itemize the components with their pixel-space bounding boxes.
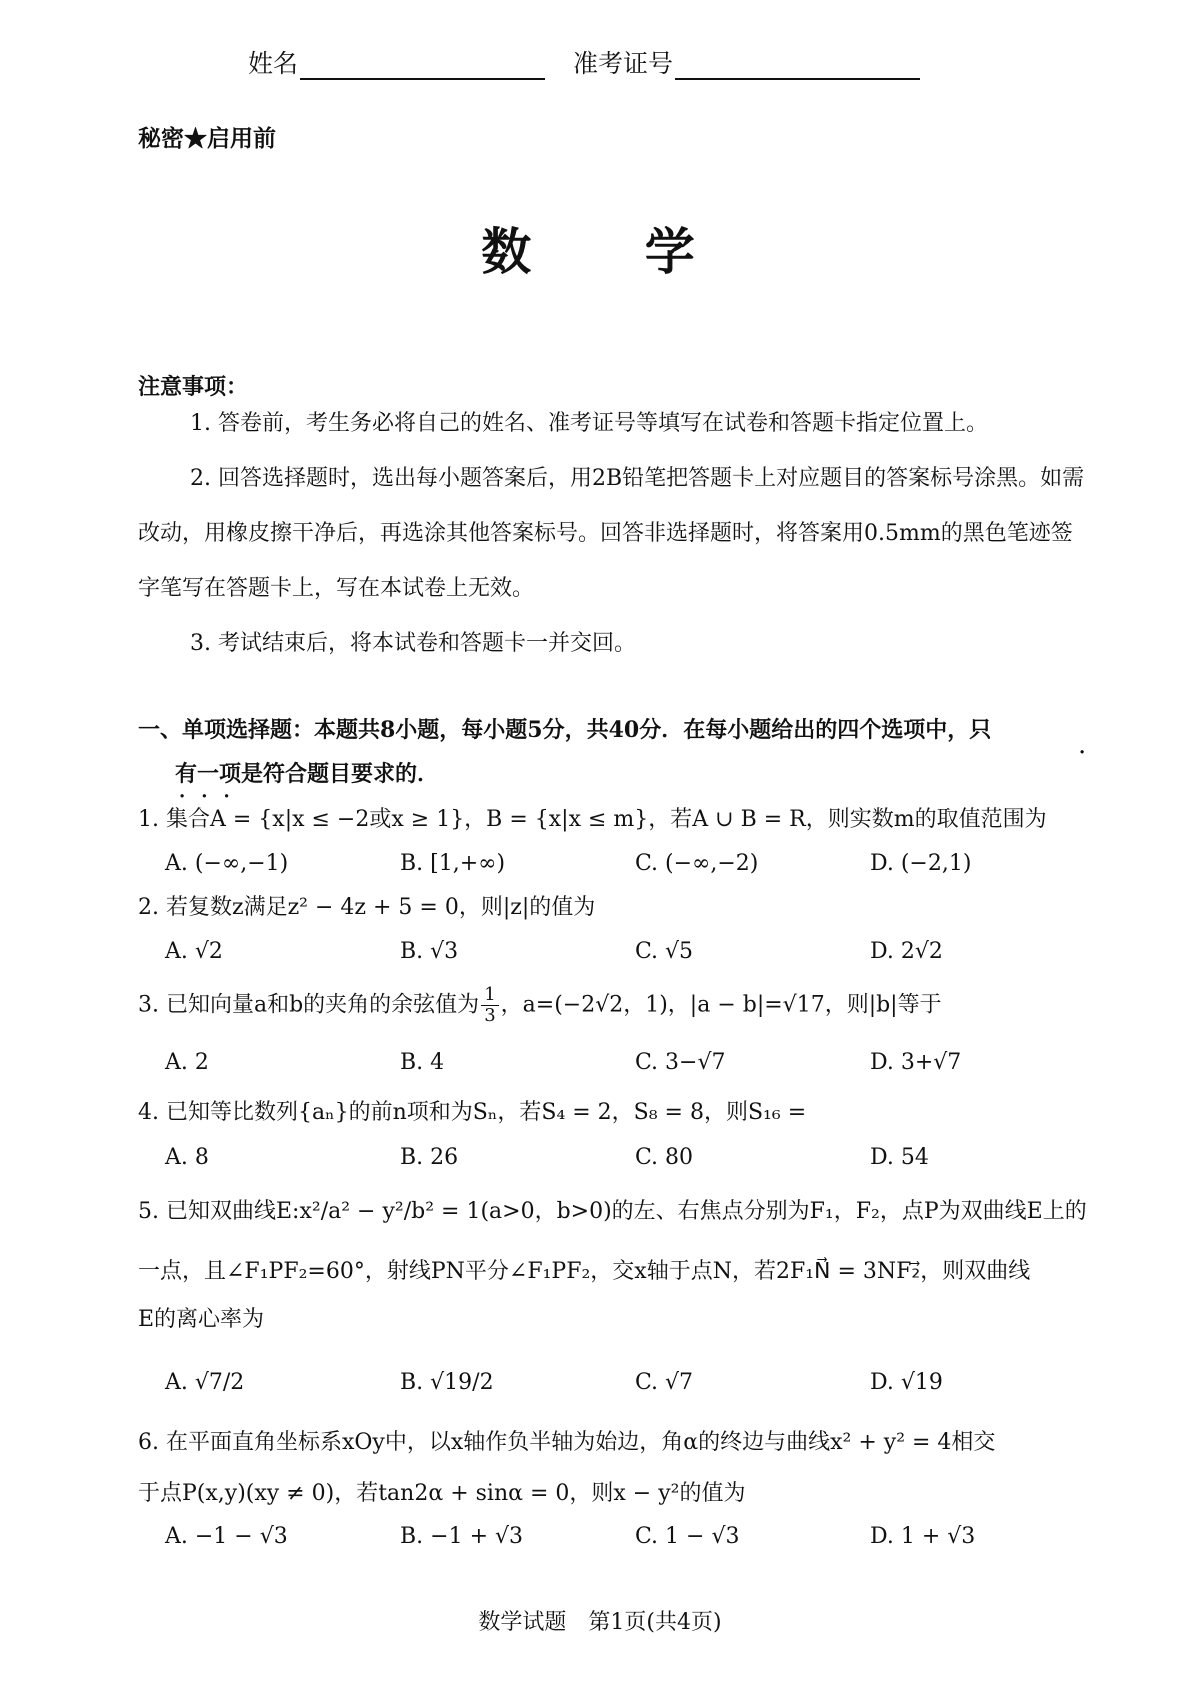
question-5-stem-line2: 一点，且∠F₁PF₂=60°，射线PN平分∠F₁PF₂，交x轴于点N，若2F₁N⃗ = 3NF₂⃗，则双曲线	[138, 1259, 1031, 1284]
option-a[interactable]: A. 2	[165, 1050, 209, 1075]
option-b[interactable]: B. [1,+∞)	[400, 851, 506, 876]
question-5-line1-rest: 的左、右焦点分别为F₁，F₂，点P为双曲线E上的	[611, 1199, 1087, 1224]
exam-id-label: 准考证号	[573, 49, 674, 78]
page-title: 数 学	[481, 222, 743, 281]
section-heading-line1: 一、单项选择题：本题共8小题，每小题5分，共40分．在每小题给出的四个选项中，只	[138, 717, 992, 743]
name-field[interactable]	[300, 50, 545, 80]
question-3-stem-end: ，a=(−2√2，1)，|a − b|=√17，则|b|等于	[500, 992, 942, 1018]
question-3-stem-start: 3. 已知向量a和b的夹角的余弦值为	[138, 992, 480, 1018]
emphasis-dot: ·	[1078, 738, 1087, 768]
question-5-stem-line1	[138, 1192, 1093, 1232]
option-c[interactable]: C. 3−√7	[635, 1050, 726, 1075]
question-4-stem: 4. 已知等比数列{aₙ}的前n项和为Sₙ，若S₄ = 2，S₈ = 8，则S₁₆ =	[138, 1100, 807, 1125]
option-a[interactable]: A. 8	[165, 1145, 209, 1170]
question-5-prefix: 5. 已知双曲线E:	[138, 1199, 300, 1224]
option-d[interactable]: D. (−2,1)	[870, 851, 972, 876]
name-label: 姓名	[248, 49, 299, 78]
option-b[interactable]: B. 26	[400, 1145, 459, 1170]
option-a[interactable]: A. −1 − √3	[165, 1524, 288, 1549]
question-1-stem: 1. 集合A = {x|x ≤ −2或x ≥ 1}，B = {x|x ≤ m}，若A ∪ B = R，则实数m的取值范围为	[138, 807, 1047, 832]
notice-item-2: 2. 回答选择题时，选出每小题答案后，用2B铅笔把答题卡上对应题目的答案标号涂黑。如需改动，用橡皮擦干净后，再选涂其他答案标号。回答非选择题时，将答案用0.5mm的黑色笔迹签字笔写在答题卡上，写在本试卷上无效。	[138, 466, 1085, 601]
section-heading-line2: 有一项是符合题目要求的．	[175, 761, 440, 787]
option-c[interactable]: C. 80	[635, 1145, 694, 1170]
option-b[interactable]: B. 4	[400, 1050, 445, 1075]
question-6-stem-line2: 于点P(x,y)(xy ≠ 0)，若tan2α + sinα = 0，则x − y²的值为	[138, 1481, 746, 1506]
candidate-info-row	[248, 44, 948, 80]
option-d[interactable]: D. 2√2	[870, 939, 943, 964]
question-5-options	[165, 1370, 1105, 1395]
section-heading	[138, 708, 1093, 796]
notice-item-3: 3. 考试结束后，将本试卷和答题卡一并交回。	[190, 631, 636, 656]
fraction	[481, 985, 498, 1026]
fraction-numerator: 1	[481, 985, 498, 1006]
option-b[interactable]: B. −1 + √3	[400, 1524, 524, 1549]
fraction-denominator: 3	[484, 1005, 496, 1026]
question-1-options	[165, 851, 1105, 876]
option-a[interactable]: A. √2	[165, 939, 223, 964]
notes-title: 注意事项：	[138, 374, 249, 400]
option-d[interactable]: D. 54	[870, 1145, 929, 1170]
question-2-stem: 2. 若复数z满足z² − 4z + 5 = 0，则|z|的值为	[138, 895, 596, 920]
option-d[interactable]: D. 3+√7	[870, 1050, 962, 1075]
question-3-options	[165, 1050, 1105, 1075]
question-4-options	[165, 1145, 1105, 1170]
question-6-options	[165, 1524, 1105, 1549]
secret-label: 秘密★启用前	[138, 125, 276, 152]
question-5-stem-line3: E的离心率为	[138, 1307, 265, 1332]
option-c[interactable]: C. (−∞,−2)	[635, 851, 759, 876]
option-c[interactable]: C. √7	[635, 1370, 694, 1395]
option-d[interactable]: D. √19	[870, 1370, 943, 1395]
hyperbola-equation: x²/a² − y²/b² = 1(a>0，b>0)	[299, 1199, 612, 1224]
emphasis-dots: ···	[178, 782, 245, 812]
option-a[interactable]: A. √7/2	[165, 1370, 245, 1395]
question-6-stem-line1: 6. 在平面直角坐标系xOy中，以x轴作负半轴为始边，角α的终边与曲线x² + y² = 4相交	[138, 1430, 996, 1455]
option-c[interactable]: C. √5	[635, 939, 694, 964]
option-b[interactable]: B. √19/2	[400, 1370, 494, 1395]
option-b[interactable]: B. √3	[400, 939, 459, 964]
page-footer: 数学试题 第1页(共4页)	[478, 1610, 722, 1635]
option-d[interactable]: D. 1 + √3	[870, 1524, 976, 1549]
question-2-options	[165, 939, 1105, 964]
notice-item-1: 1. 答卷前，考生务必将自己的姓名、准考证号等填写在试卷和答题卡指定位置上。	[190, 411, 988, 436]
question-3-stem	[138, 985, 1093, 1026]
option-c[interactable]: C. 1 − √3	[635, 1524, 740, 1549]
exam-id-field[interactable]	[675, 50, 920, 80]
option-a[interactable]: A. (−∞,−1)	[165, 851, 289, 876]
